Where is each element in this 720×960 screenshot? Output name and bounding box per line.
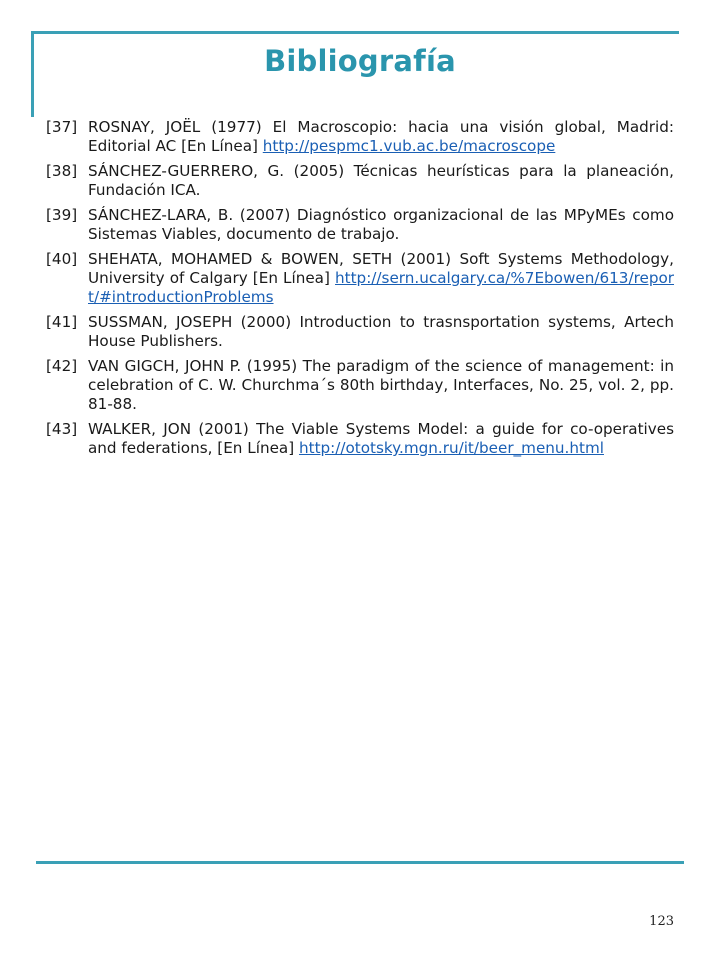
entry-text — [88, 420, 674, 458]
entry-citation: SHEHATA, MOHAMED & BOWEN, SETH (2001) Soft Systems Methodology, University of Calgary [En Línea] — [88, 250, 674, 287]
entry-citation: VAN GIGCH, JOHN P. (1995) The paradigm of the science of management: in celebration of C. W. Churchma´s 80th birthday, Interfaces, No. 25, vol. 2, pp. 81-88. — [88, 357, 674, 413]
entry-text — [88, 162, 674, 200]
entry-text — [88, 250, 674, 307]
entry-number: [37] — [46, 118, 78, 136]
entry-number: [41] — [46, 313, 78, 331]
bibliography-entry — [46, 420, 674, 458]
entry-number: [42] — [46, 357, 78, 375]
entry-text — [88, 313, 674, 351]
entry-text — [88, 118, 674, 156]
entry-number: [38] — [46, 162, 78, 180]
entry-citation: ROSNAY, JOËL (1977) El Macroscopio: hacia una visión global, Madrid: Editorial AC [En Línea] — [88, 118, 674, 155]
bibliography-entry — [46, 162, 674, 200]
entry-text — [88, 357, 674, 414]
entry-link[interactable]: http://sern.ucalgary.ca/%7Ebowen/613/report/#introductionProblems — [88, 269, 675, 306]
bibliography-entry — [46, 313, 674, 351]
entry-link[interactable]: http://ototsky.mgn.ru/it/beer_menu.html — [298, 439, 604, 457]
page-number: 123 — [649, 914, 674, 929]
bibliography-entry — [46, 118, 674, 156]
entry-number: [40] — [46, 250, 78, 268]
page-title: Bibliografía — [264, 44, 456, 78]
entry-number: [39] — [46, 206, 78, 224]
bibliography-list — [46, 118, 674, 464]
bibliography-entry — [46, 250, 674, 307]
bibliography-entry — [46, 206, 674, 244]
bibliography-entry — [46, 357, 674, 414]
bottom-rule — [36, 861, 684, 864]
entry-link[interactable]: http://pespmc1.vub.ac.be/macroscope — [262, 137, 556, 155]
entry-citation: SÁNCHEZ-LARA, B. (2007) Diagnóstico organizacional de las MPyMEs como Sistemas Viables, documento de trabajo. — [88, 206, 674, 243]
entry-citation: SÁNCHEZ-GUERRERO, G. (2005) Técnicas heurísticas para la planeación, Fundación ICA. — [88, 162, 674, 199]
entry-citation: WALKER, JON (2001) The Viable Systems Model: a guide for co-operatives and federations, [En Línea] — [88, 420, 674, 457]
entry-text — [88, 206, 674, 244]
entry-number: [43] — [46, 420, 78, 438]
entry-citation: SUSSMAN, JOSEPH (2000) Introduction to trasnsportation systems, Artech House Publishers. — [88, 313, 674, 350]
top-rule — [31, 31, 679, 34]
